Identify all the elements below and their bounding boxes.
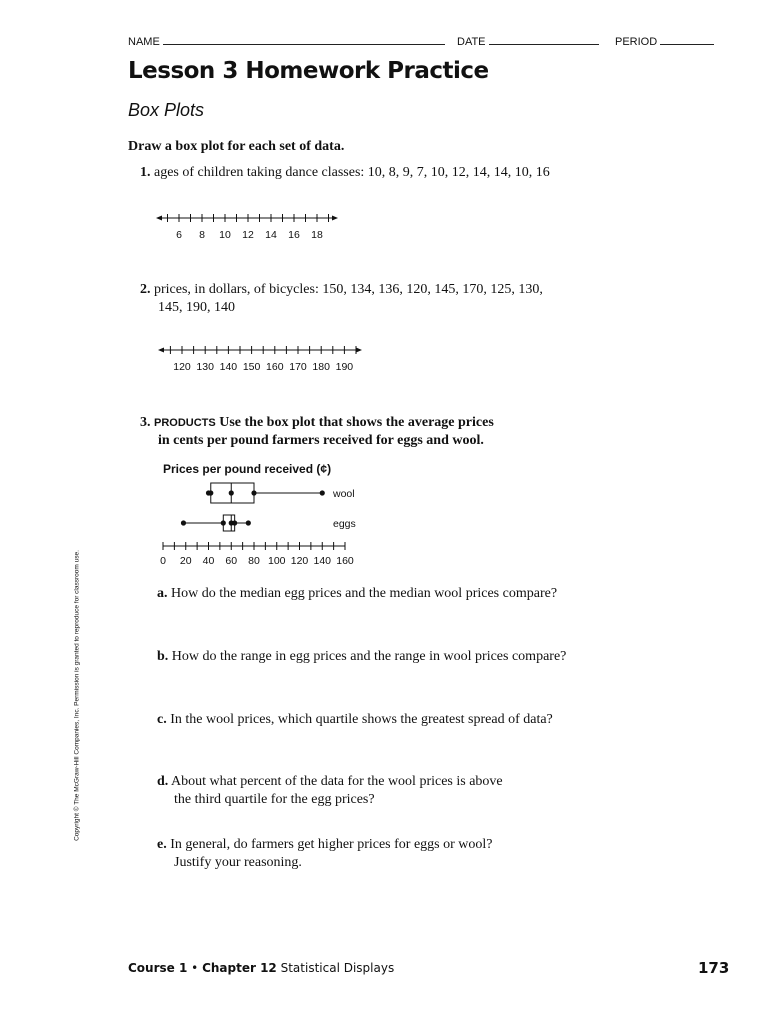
subquestion-a xyxy=(157,585,557,603)
number-line-1[interactable] xyxy=(150,210,350,244)
subquestion-text: About what percent of the data for the wool prices is above xyxy=(171,774,503,789)
question-text-line-1: Use the box plot that shows the average prices xyxy=(219,415,494,430)
tick-label: 180 xyxy=(312,361,330,373)
period-blank[interactable] xyxy=(660,34,714,45)
question-number: 2. xyxy=(140,282,151,297)
page-title: Lesson 3 Homework Practice xyxy=(128,58,489,84)
name-label: NAME xyxy=(128,36,160,48)
axis-tick-label: 80 xyxy=(248,555,260,567)
page-subtitle: Box Plots xyxy=(128,100,205,120)
box-point xyxy=(251,490,256,495)
tick-label: 18 xyxy=(311,229,323,241)
axis-tick-label: 140 xyxy=(313,555,332,567)
tick-label: 130 xyxy=(196,361,214,373)
category-tag: PRODUCTS xyxy=(154,417,216,429)
page-number: 173 xyxy=(698,959,730,977)
box-point xyxy=(229,490,234,495)
axis-tick-label: 160 xyxy=(336,555,354,567)
subquestion-letter: a. xyxy=(157,586,168,601)
tick-label: 140 xyxy=(219,361,238,373)
question-2 xyxy=(140,281,543,299)
series-label: wool xyxy=(333,488,355,500)
tick-label: 160 xyxy=(266,361,284,373)
period-label: PERIOD xyxy=(615,36,658,48)
tick-label: 16 xyxy=(288,229,300,241)
question-3-line-2: in cents per pound farmers received for eggs and wool. xyxy=(158,433,484,448)
subquestion-text: How do the range in egg prices and the range in wool prices compare? xyxy=(171,649,567,664)
copyright-notice: Copyright © The McGraw-Hill Companies, Inc. Permission is granted to reproduce for classroom use. xyxy=(73,550,81,841)
subquestion-letter: c. xyxy=(157,712,167,727)
footer-course: Course 1 xyxy=(128,961,188,975)
box-point xyxy=(246,520,251,525)
question-text: ages of children taking dance classes: 10, 8, 9, 7, 10, 12, 14, 14, 10, 16 xyxy=(154,165,550,180)
date-field xyxy=(457,34,599,48)
date-label: DATE xyxy=(457,36,486,48)
subquestion-text-line-2: the third quartile for the egg prices? xyxy=(174,792,375,807)
subquestion-e xyxy=(157,836,493,872)
question-2-line-2: 145, 190, 140 xyxy=(158,300,235,315)
tick-label: 14 xyxy=(265,229,277,241)
tick-label: 170 xyxy=(289,361,307,373)
axis-tick-label: 60 xyxy=(225,555,238,567)
tick-label: 10 xyxy=(219,229,231,241)
question-3 xyxy=(140,414,494,432)
tick-label: 190 xyxy=(335,361,354,373)
footer-bullet: • xyxy=(191,961,199,975)
tick-label: 12 xyxy=(242,229,254,241)
question-number: 1. xyxy=(140,165,151,180)
question-text-line-1: prices, in dollars, of bicycles: 150, 134, 136, 120, 145, 170, 125, 130, xyxy=(154,282,543,297)
tick-label: 8 xyxy=(199,229,205,241)
subquestion-text: In the wool prices, which quartile shows the greatest spread of data? xyxy=(170,712,553,727)
question-1 xyxy=(140,164,550,182)
box-point xyxy=(208,490,213,495)
series-label: eggs xyxy=(333,518,356,530)
tick-label: 6 xyxy=(176,229,182,241)
subquestion-c xyxy=(157,711,553,729)
name-field xyxy=(128,34,445,48)
name-blank[interactable] xyxy=(163,34,445,45)
box-point xyxy=(320,490,325,495)
subquestion-b xyxy=(157,648,566,666)
question-number: 3. xyxy=(140,415,151,430)
axis-tick-label: 20 xyxy=(179,555,192,567)
tick-label: 150 xyxy=(242,361,261,373)
period-field xyxy=(615,34,714,48)
number-line-2[interactable] xyxy=(152,342,372,376)
footer-course-info xyxy=(128,961,394,975)
box-eggs xyxy=(181,515,356,531)
box-point xyxy=(221,520,226,525)
box-wool xyxy=(206,483,355,503)
instruction: Draw a box plot for each set of data. xyxy=(128,139,345,154)
box-point xyxy=(181,520,186,525)
tick-label: 120 xyxy=(173,361,191,373)
subquestion-letter: e. xyxy=(157,837,167,852)
subquestion-text-line-2: Justify your reasoning. xyxy=(174,855,302,870)
footer-chapter-title: Statistical Displays xyxy=(280,961,395,975)
subquestion-text: How do the median egg prices and the median wool prices compare? xyxy=(171,586,558,601)
subquestion-text: In general, do farmers get higher prices for eggs or wool? xyxy=(170,837,493,852)
subquestion-letter: d. xyxy=(157,774,169,789)
box-point xyxy=(232,520,237,525)
axis-tick-label: 120 xyxy=(290,555,309,567)
axis-tick-label: 40 xyxy=(202,555,215,567)
subquestion-letter: b. xyxy=(157,649,169,664)
axis-tick-label: 0 xyxy=(160,555,166,567)
axis-tick-label: 100 xyxy=(267,555,286,567)
box-plot-chart xyxy=(150,478,380,573)
subquestion-d xyxy=(157,773,503,809)
footer-chapter: Chapter 12 xyxy=(202,961,277,975)
chart-title: Prices per pound received (¢) xyxy=(163,462,332,476)
date-blank[interactable] xyxy=(489,34,599,45)
